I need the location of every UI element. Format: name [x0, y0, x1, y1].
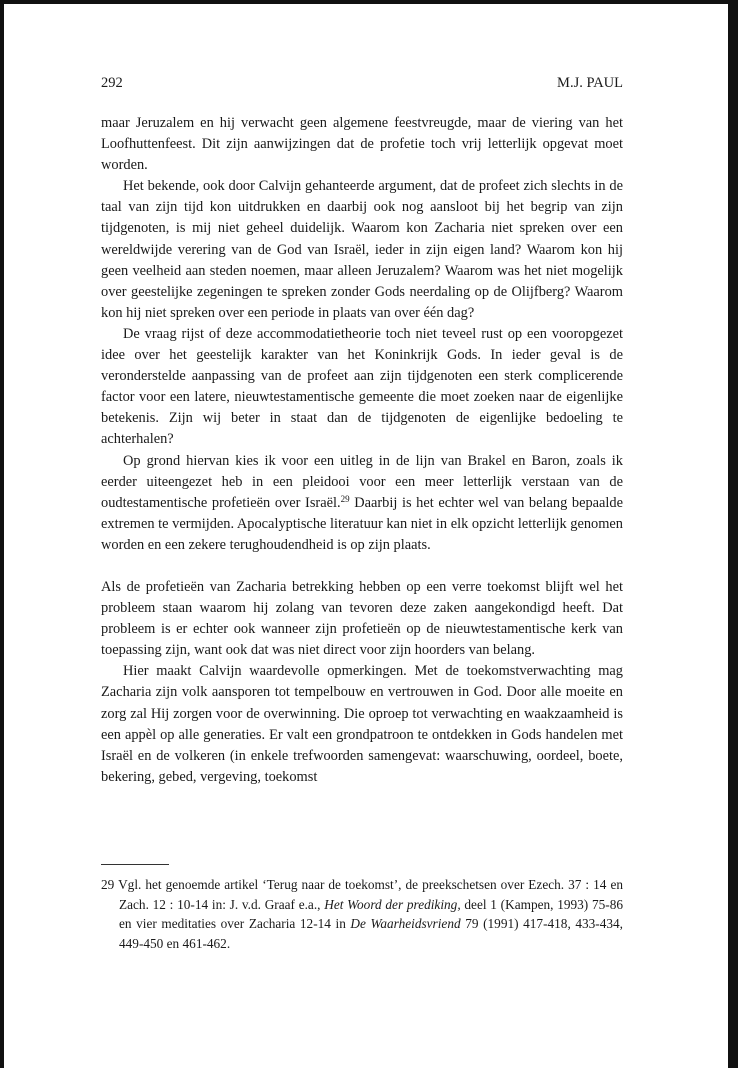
paragraph-4-text: Op grond hiervan kies ik voor een uitleg in de lijn van Brakel en Baron, zoals ik eerder uiteengezet heb in een pleidooi voor een meer letterlijk verstaan van de oudtestamentische profetieën over Israël.: [101, 452, 623, 511]
footnote-reference: 29: [340, 493, 350, 504]
paragraph-3: De vraag rijst of deze accommodatietheorie toch niet teveel rust op een vooropgezet idee over het geestelijk karakter van het Koninkrijk Gods. In ieder geval is de veronderstelde aanpassing van de profeet aan zijn tijdgenoten een sterk complicerende factor voor een latere, nieuwtestamentische gemeente die moet zoeken naar de eigenlijke betekenis. Zijn wij beter in staat dan de tijdgenoten de eigenlijke bedoeling te achterhalen?: [101, 325, 623, 448]
paragraph-1: maar Jeruzalem en hij verwacht geen algemene feestvreugde, maar de viering van het Loofhuttenfeest. Dit zijn aanwijzingen dat de profetie toch vrij letterlijk opgevat moet worden.: [101, 115, 623, 174]
footnote-text: Vgl. het genoemde artikel ‘Terug naar de toekomst’, de preekschetsen over Ezech. 37 : 14 en Zach. 12 : 10-14 in: J. v.d. Graaf e.a.,: [118, 877, 623, 912]
paragraph-4: [101, 451, 623, 556]
footnote-separator: [101, 864, 169, 865]
footnote-number: 29: [101, 877, 115, 892]
footnote-29: [101, 875, 623, 953]
paragraph-2: Het bekende, ook door Calvijn gehanteerde argument, dat de profeet zich slechts in de taal van zijn tijd kon uitdrukken en daarbij ook nog aansloot bij het begrip van zijn tijdgenoten, is mij niet geheel duidelijk. Waarom kon Zacharia niet spreken over een wereldwijde verering van de God van Israël, ieder in zijn eigen land? Waarom kon hij geen veelheid aan steden noemen, maar alleen Jeruzalem? Waarom was het niet mogelijk over geestelijke zegeningen te spreken zonder Gods neerdaling op de Olijfberg? Waarom kon hij niet spreken over een periode in plaats van over één dag?: [101, 178, 623, 321]
footnote-title-prediking: Het Woord der prediking,: [324, 896, 461, 912]
paragraph-4-continuation: Daarbij is het echter wel van belang bepaalde extremen te vermijden. Apocalyptische literatuur kan niet in elk opzicht letterlijk genomen worden en een zekere terughoudendheid is op zijn plaats.: [101, 494, 624, 553]
footnote-text-cont: deel 1 (Kampen, 1993) 75-86 en vier meditaties over Zacharia 12-14 in: [119, 896, 623, 932]
footnote-text-end: 79 (1991) 417-418, 433-434, 449-450 en 461-462.: [119, 916, 623, 951]
body-text: [101, 113, 623, 788]
paragraph-6: Hier maakt Calvijn waardevolle opmerkingen. Met de toekomstverwachting mag Zacharia zijn volk aansporen tot tempelbouw en vertrouwen in God. Door alle moeite en zorg zal Hij zorgen voor de overwinning. Die oproep tot verwachting en waakzaamheid is een appèl op alle generaties. Er valt een grondpatroon te ontdekken in Gods handelen met Israël en de volkeren (in enkele trefwoorden samengevat: waarschuwing, oordeel, boete, bekering, gebed, vergeving, toekomst: [101, 663, 623, 785]
scan-border-right: [728, 0, 738, 1068]
running-head-author: M.J. PAUL: [557, 75, 623, 91]
paragraph-5: Als de profetieën van Zacharia betrekking hebben op een verre toekomst blijft wel het probleem staan waarom hij zolang van tevoren deze zaken aangekondigd heeft. Dat probleem is er echter ook wanneer zijn profetieën op de nieuwtestamentische kerk van toepassing zijn, want ook dat was niet direct voor zijn hoorders van belang.: [101, 578, 623, 659]
footnote-title-waarheidsvriend: De Waarheidsvriend: [350, 916, 461, 932]
page-number: 292: [101, 75, 123, 91]
